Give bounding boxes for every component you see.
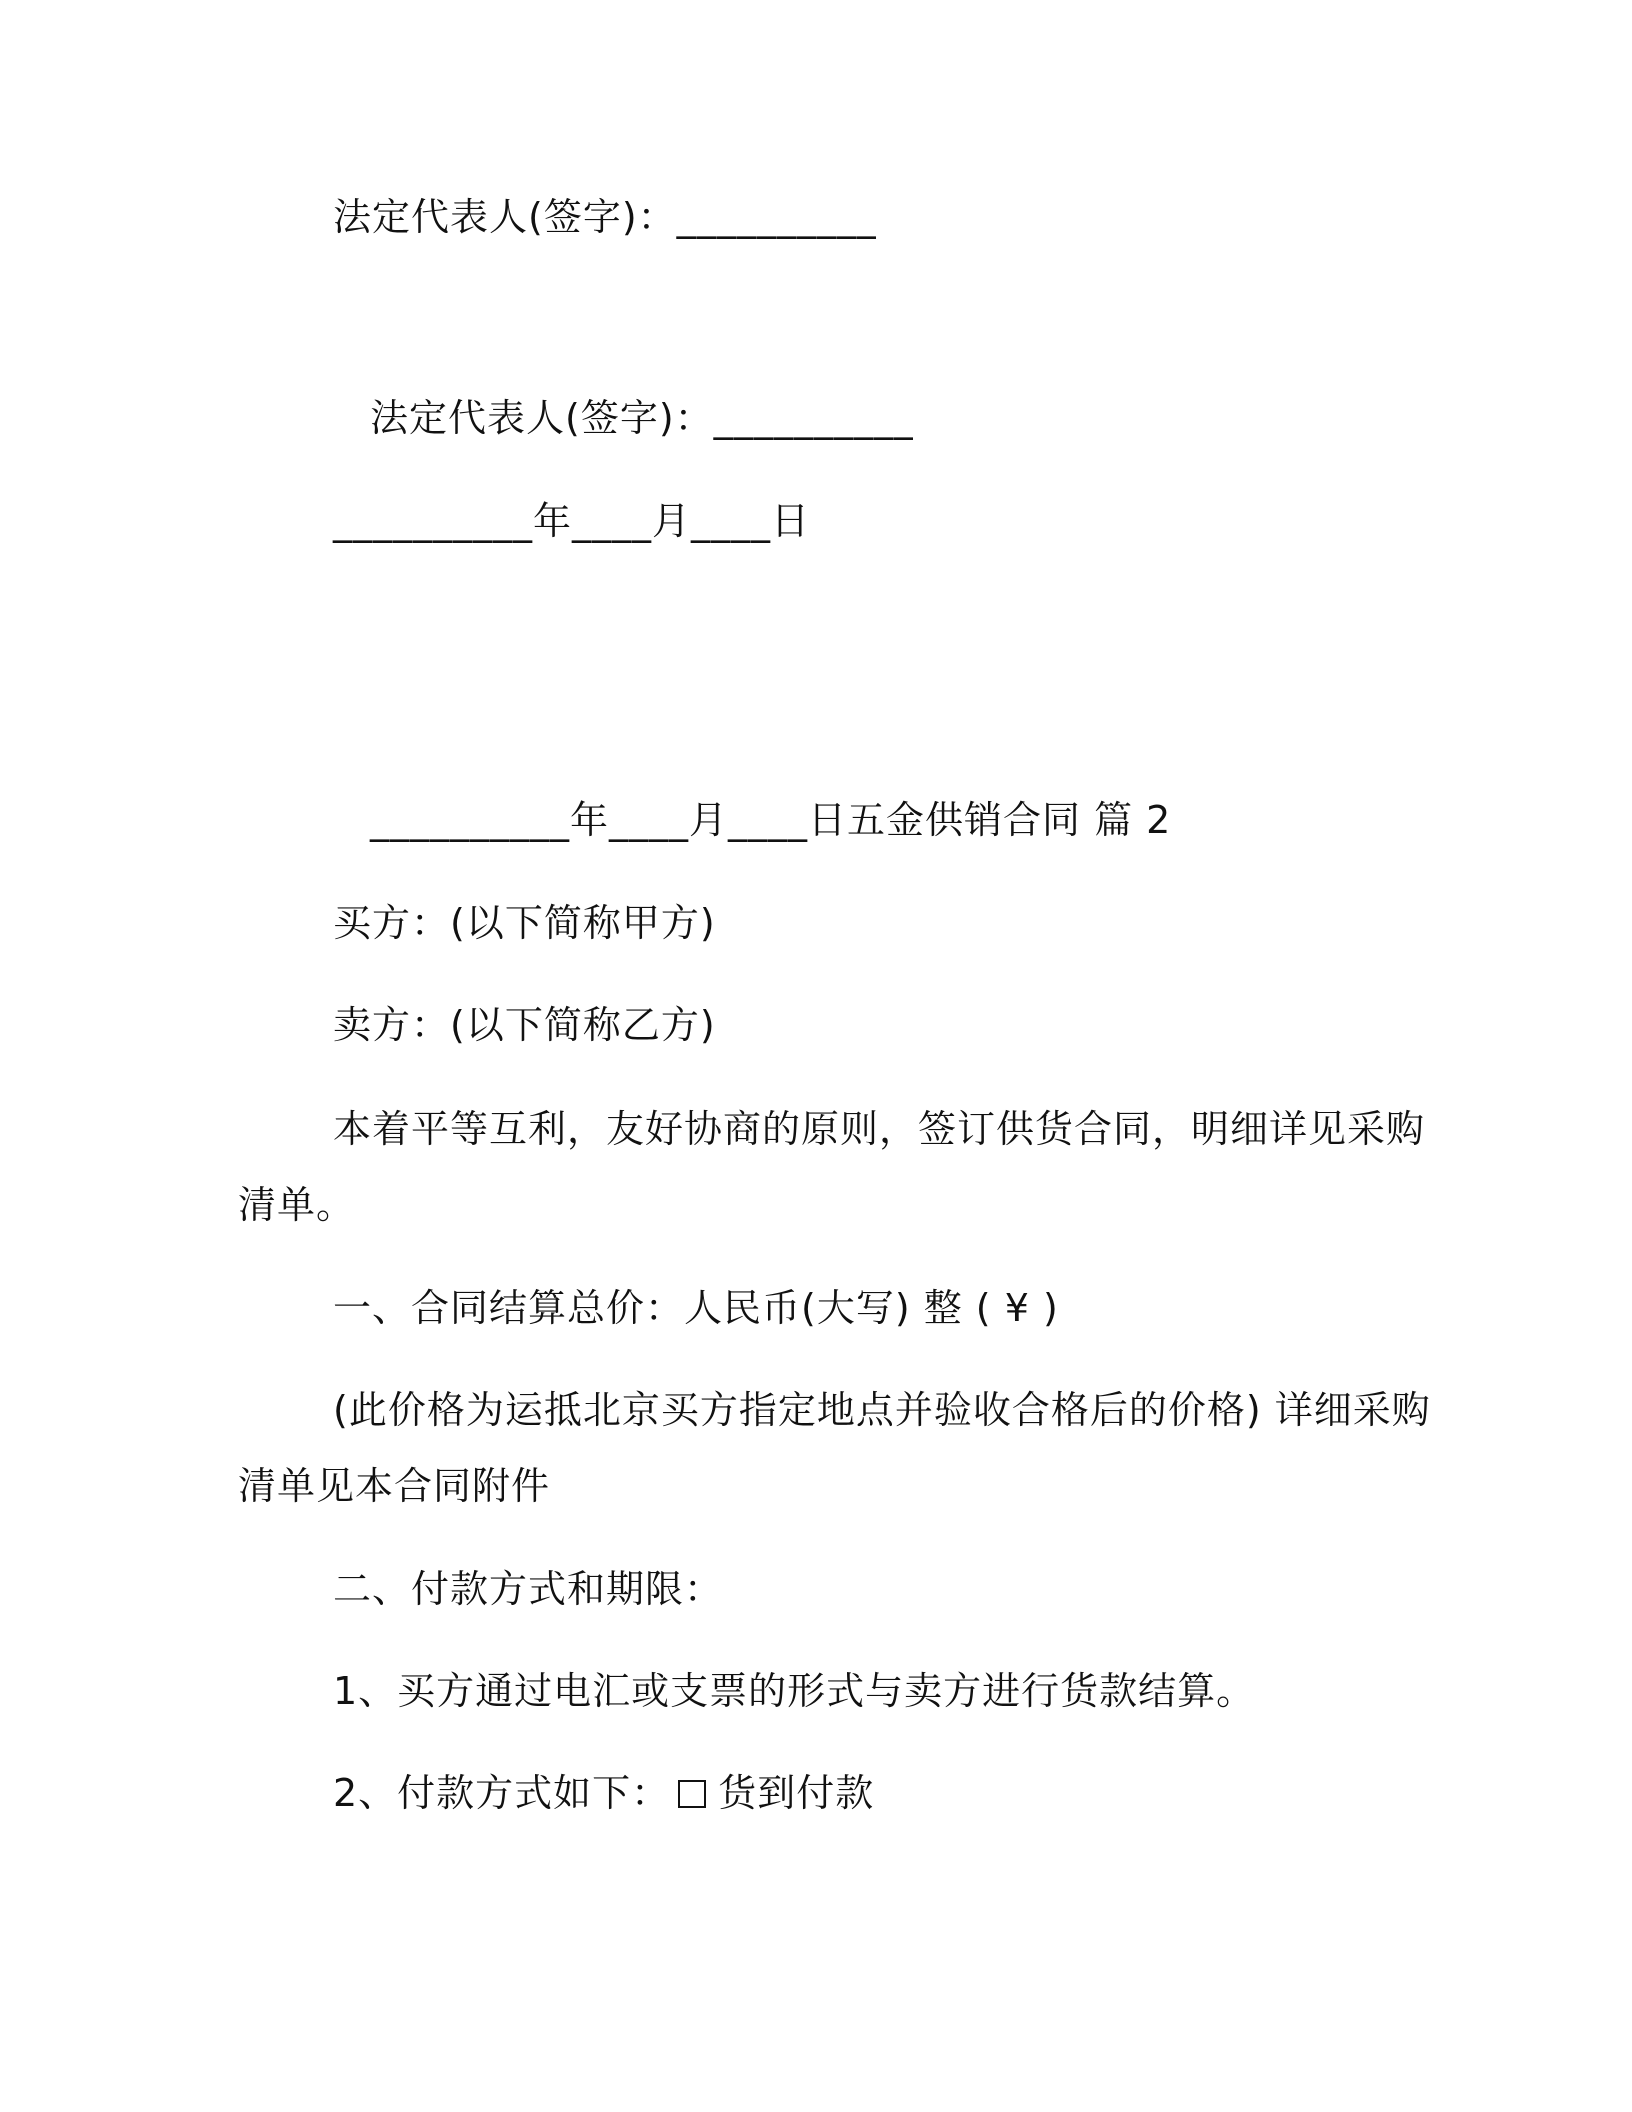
seller-line: 卖方：(以下简称乙方)	[333, 1003, 716, 1047]
price-note-line-2: 清单见本合同附件	[238, 1464, 551, 1508]
signature-line-1: 法定代表人(签字)：__________	[333, 195, 877, 239]
intro-paragraph-line-2: 清单。	[238, 1183, 356, 1227]
section-1-total-price: 一、合同结算总价：人民币(大写) 整 ( ¥ )	[333, 1286, 1059, 1330]
signature-line-2: 法定代表人(签字)：__________	[370, 396, 914, 440]
payment-option-label: 货到付款	[718, 1771, 875, 1815]
contract-heading: __________年____月____日五金供销合同 篇 2	[370, 798, 1172, 842]
payment-item-2-label: 2、付款方式如下：	[333, 1771, 671, 1815]
checkbox-icon[interactable]	[678, 1780, 706, 1808]
section-2-payment-terms: 二、付款方式和期限：	[333, 1567, 724, 1611]
buyer-line: 买方：(以下简称甲方)	[333, 901, 716, 945]
price-note-line-1: (此价格为运抵北京买方指定地点并验收合格后的价格) 详细采购	[333, 1388, 1431, 1432]
date-line: __________年____月____日	[333, 499, 811, 543]
payment-item-2	[333, 1768, 874, 1818]
intro-paragraph-line-1: 本着平等互利，友好协商的原则，签订供货合同，明细详见采购	[333, 1107, 1426, 1151]
payment-item-1: 1、买方通过电汇或支票的形式与卖方进行货款结算。	[333, 1669, 1256, 1713]
